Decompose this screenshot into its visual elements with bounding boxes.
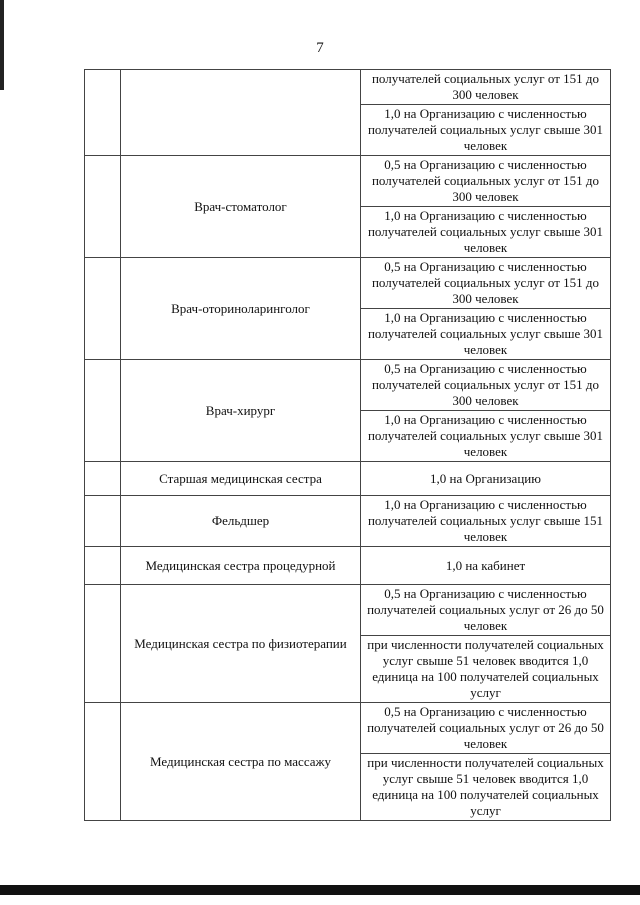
norm-cell: 1,0 на Организацию с численностью получателей социальных услуг свыше 301 человек: [361, 105, 611, 156]
norm-cell: 0,5 на Организацию с численностью получателей социальных услуг от 151 до 300 человек: [361, 360, 611, 411]
norm-cell: 1,0 на кабинет: [361, 547, 611, 585]
position-cell: Старшая медицинская сестра: [121, 462, 361, 496]
norm-cell: получателей социальных услуг от 151 до 300 человек: [361, 70, 611, 105]
norm-cell: 1,0 на Организацию с численностью получателей социальных услуг свыше 301 человек: [361, 207, 611, 258]
page-number: 7: [316, 40, 324, 56]
number-cell: [85, 585, 121, 703]
number-cell: [85, 703, 121, 821]
norm-cell: 1,0 на Организацию с численностью получателей социальных услуг свыше 151 человек: [361, 496, 611, 547]
norm-cell: 1,0 на Организацию: [361, 462, 611, 496]
table-row: [85, 462, 611, 496]
norm-cell: при численности получателей социальных услуг свыше 51 человек вводится 1,0 единица на 100 получателей социальных услуг: [361, 636, 611, 703]
table-row: [85, 547, 611, 585]
number-cell: [85, 70, 121, 156]
norm-cell: 1,0 на Организацию с численностью получателей социальных услуг свыше 301 человек: [361, 309, 611, 360]
table-row: [85, 703, 611, 754]
position-cell: Врач-оториноларинголог: [121, 258, 361, 360]
staffing-table: [84, 69, 611, 821]
norm-cell: 0,5 на Организацию с численностью получателей социальных услуг от 151 до 300 человек: [361, 156, 611, 207]
number-cell: [85, 360, 121, 462]
table-row: [85, 360, 611, 411]
position-cell: [121, 70, 361, 156]
position-cell: Медицинская сестра процедурной: [121, 547, 361, 585]
table-row: [85, 585, 611, 636]
norm-cell: 0,5 на Организацию с численностью получателей социальных услуг от 26 до 50 человек: [361, 585, 611, 636]
table-row: [85, 258, 611, 309]
position-cell: Врач-хирург: [121, 360, 361, 462]
norm-cell: 1,0 на Организацию с численностью получателей социальных услуг свыше 301 человек: [361, 411, 611, 462]
position-cell: Медицинская сестра по массажу: [121, 703, 361, 821]
table-row: [85, 156, 611, 207]
position-cell: Врач-стоматолог: [121, 156, 361, 258]
number-cell: [85, 462, 121, 496]
norm-cell: 0,5 на Организацию с численностью получателей социальных услуг от 151 до 300 человек: [361, 258, 611, 309]
norm-cell: 0,5 на Организацию с численностью получателей социальных услуг от 26 до 50 человек: [361, 703, 611, 754]
table-row: [85, 70, 611, 105]
number-cell: [85, 496, 121, 547]
number-cell: [85, 258, 121, 360]
norm-cell: при численности получателей социальных услуг свыше 51 человек вводится 1,0 единица на 100 получателей социальных услуг: [361, 754, 611, 821]
position-cell: Медицинская сестра по физиотерапии: [121, 585, 361, 703]
number-cell: [85, 547, 121, 585]
number-cell: [85, 156, 121, 258]
scan-bottom-bar: [0, 885, 640, 895]
position-cell: Фельдшер: [121, 496, 361, 547]
table-row: [85, 496, 611, 547]
